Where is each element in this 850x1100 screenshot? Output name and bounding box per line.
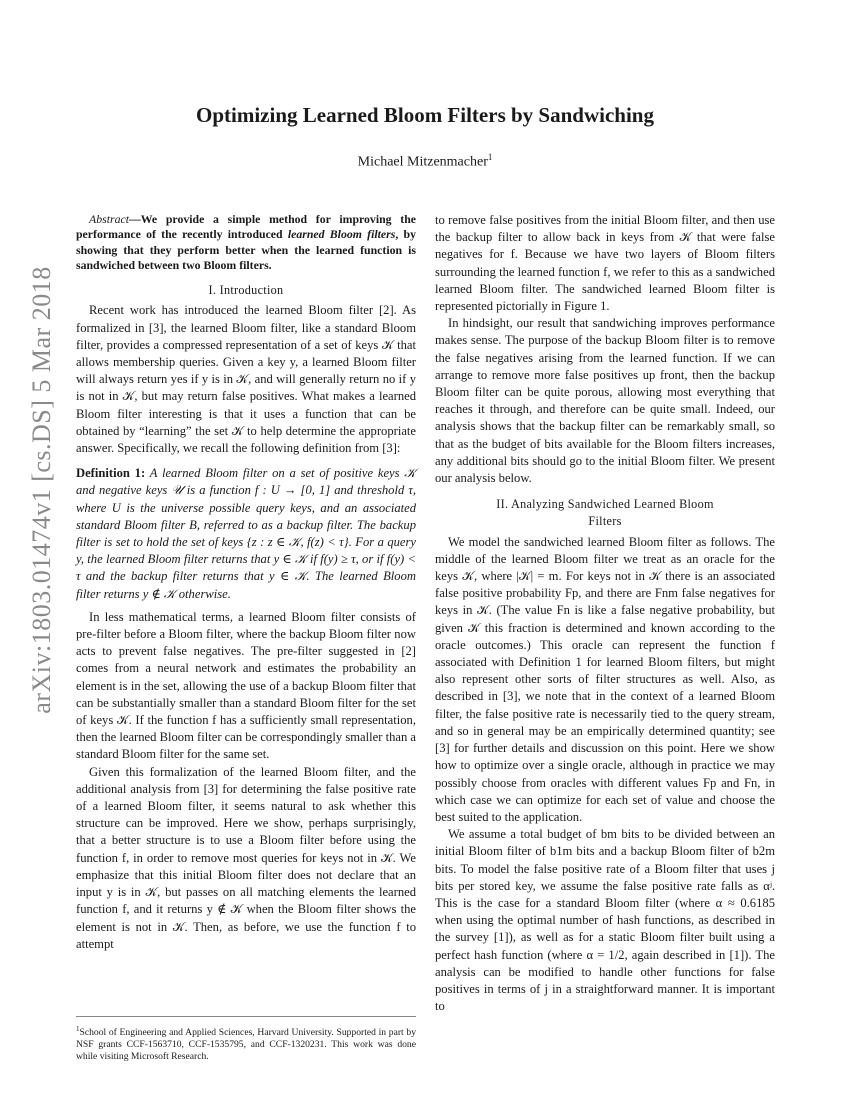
paper-title: Optimizing Learned Bloom Filters by Sandwiching	[196, 103, 654, 127]
arxiv-identifier-text: arXiv:1803.01474v1 [cs.DS] 5 Mar 2018	[27, 266, 56, 714]
author-footnote-mark: 1	[487, 152, 493, 162]
definition-label: Definition 1:	[76, 466, 146, 481]
definition-text: A learned Bloom filter on a set of positive keys 𝒦 and negative keys 𝒰 is a function f : U → [0, 1] and threshold τ, where U is the universe possible query keys, and an associated standard Bloom filter B, referred to as a backup filter. The backup filter is set to hold the set of keys {z : z ∈ 𝒦, f(z) < τ}. For a query y, the learned Bloom filter returns that y ∈ 𝒦 if f(y) ≥ τ, or if f(y) < τ and the backup filter returns that y ∈ 𝒦. The learned Bloom filter returns y ∉ 𝒦 otherwise.	[76, 466, 416, 601]
right-paragraph-2: In hindsight, our result that sandwiching improves performance makes sense. The purpose of the backup Bloom filter is to remove the false negatives arising from the learned function. If we can arrange to remove more false positives up front, then the backup Bloom filter can be quite porous, allowing most everything that reaches it through, and therefore can be quite small. Indeed, our analysis shows that the backup filter can be remarkably small, so that as the budget of bits available for the Bloom filters increases, any additional bits should go to the initial Bloom filter. We present our analysis below.	[435, 316, 775, 486]
abstract-dash: —	[128, 212, 141, 226]
abstract-emphasis: learned Bloom filters	[287, 227, 396, 242]
intro-paragraph-3: Given this formalization of the learned Bloom filter, and the additional analysis from [3] for determining the false positive rate of a learned Bloom filter, it seems natural to ask whether this structure can be improved. Here we show, perhaps surprisingly, that a better structure is to use a Bloom filter before using the function f, in order to remove most queries for keys not in 𝒦. We emphasize that this initial Bloom filter does not declare that an input y is in 𝒦, but passes on all matching elements the learned function f, and it returns y ∉ 𝒦 when the Bloom filter shows the element is not in 𝒦. Then, as before, we use the function f to attempt	[76, 764, 416, 951]
right-paragraph-3: We model the sandwiched learned Bloom filter as follows. The middle of the learned Bloom filter we treat as an oracle for the keys 𝒦, where |𝒦| = m. For keys not in 𝒦 there is an associated false positive probability Fp, and there are Fnm false negatives for keys in 𝒦. (The value Fn is like a false negative probability, but given 𝒦 this fraction is determined and known according to the oracle outcomes.) This oracle can represent the function f associated with Definition 1 for learned Bloom filters, but might also represent other sorts of filter structures as well. Also, as described in [3], we note that in the context of a learned Bloom filter, the false positive rate is necessarily tied to the query stream, and so in general may be an empirically determined quantity; see [3] for further details and discussion on this point. Here we show how to optimize over a single oracle, although in practice we may possibly choose from oracles with different values Fp and Fn, in which case we can optimize for each set of value and choose the best suited to the application.	[435, 534, 775, 824]
abstract	[76, 212, 416, 273]
left-column	[76, 212, 416, 953]
right-paragraph-1: to remove false positives from the initial Bloom filter, and then use the backup filter to allow back in keys from 𝒦 that were false negatives for f. Because we have two layers of Bloom filters surrounding the learned function f, we refer to this as a sandwiched learned Bloom filter. The sandwiched learned Bloom filter is represented pictorially in Figure 1.	[435, 213, 775, 314]
section-2-heading-line-2: Filters	[588, 514, 622, 529]
section-2-heading	[435, 496, 775, 530]
section-2-heading-line-1: II. Analyzing Sandwiched Learned Bloom	[496, 497, 714, 512]
footnote-mark: 1	[76, 1025, 80, 1033]
arxiv-identifier	[22, 266, 62, 714]
intro-paragraph-2: In less mathematical terms, a learned Bloom filter consists of pre-filter before a Bloom filter, where the backup Bloom filter now acts to prevent false negatives. The pre-filter suggested in [2] comes from a neural network and estimates the probability an element is in the set, allowing the use of a backup Bloom filter that can be substantially smaller than a standard Bloom filter for the set of keys 𝒦. If the function f has a sufficiently small representation, then the learned Bloom filter can be correspondingly smaller than a standard Bloom filter for the same set.	[76, 609, 416, 762]
footnote-text: School of Engineering and Applied Sciences, Harvard University. Supported in part by NSF grants CCF-1563710, CCF-1535795, and CCF-1320231. This work was done while visiting Microsoft Research.	[76, 1027, 416, 1063]
abstract-text-b: , by showing that they perform better when the learned function is sandwiched between two Bloom filters.	[76, 227, 416, 272]
author-name: Michael Mitzenmacher	[357, 154, 488, 170]
footnote	[76, 1016, 416, 1063]
definition-1	[76, 465, 416, 603]
intro-paragraph-1: Recent work has introduced the learned Bloom filter [2]. As formalized in [3], the learned Bloom filter, like a standard Bloom filter, provides a compressed representation of a set of keys 𝒦 that allows membership queries. Given a key y, a learned Bloom filter will always return yes if y is in 𝒦, and will generally return no if y is not in 𝒦, but may return false positives. What makes a learned Bloom filter interesting is that it uses a function that can be obtained by “learning” the set 𝒦 to help determine the appropriate answer. Specifically, we recall the following definition from [3]:	[76, 303, 416, 456]
abstract-text-a: We provide a simple method for improving the performance of the recently introduced	[76, 212, 416, 242]
section-1-heading: I. Introduction	[208, 283, 284, 298]
right-column	[435, 212, 775, 1015]
author-line	[0, 152, 850, 171]
abstract-label: Abstract	[89, 212, 129, 226]
right-paragraph-4: We assume a total budget of bm bits to be divided between an initial Bloom filter of b1m bits and a backup Bloom filter of b2m bits. To model the false positive rate of a Bloom filter that uses j bits per stored key, we assume the false positive rate falls as αʲ. This is the case for a standard Bloom filter (where α ≈ 0.6185 when using the optimal number of hash functions, as described in the survey [1]), as well as for a static Bloom filter built using a perfect hash function (where α = 1/2, again described in [1]). The analysis can be modified to handle other functions for false positives in terms of j in a straightforward manner. It is important to	[435, 827, 775, 1014]
